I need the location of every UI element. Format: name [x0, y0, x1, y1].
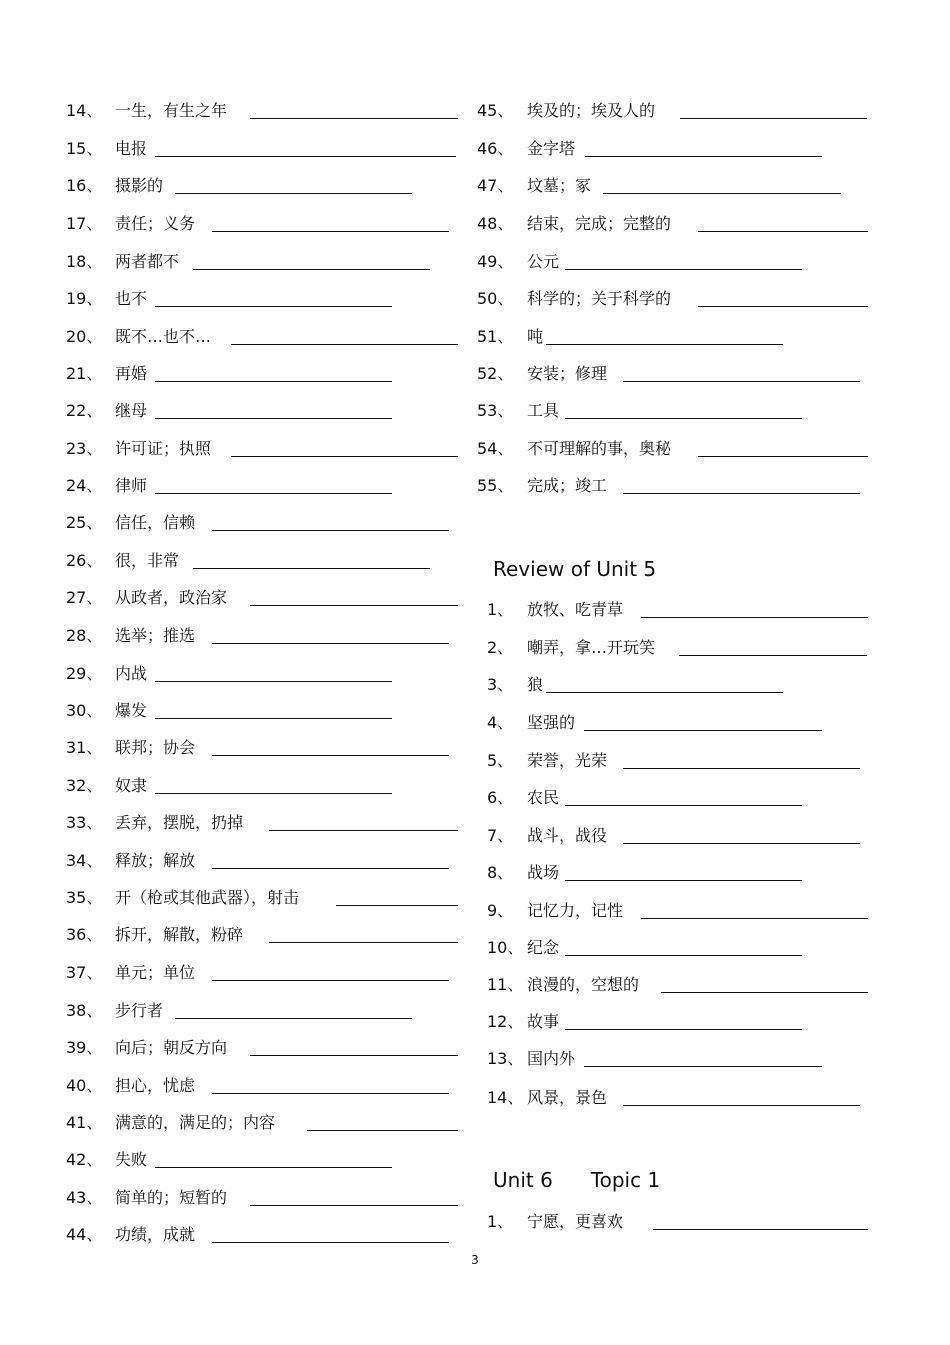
list-item [0, 774, 470, 798]
item-number: 35、 [66, 888, 103, 907]
list-item [0, 362, 470, 386]
item-term: 战场 [527, 863, 560, 882]
answer-blank[interactable] [231, 344, 458, 345]
answer-blank[interactable] [336, 905, 458, 906]
list-item [475, 1047, 950, 1071]
answer-blank[interactable] [565, 805, 802, 806]
answer-blank[interactable] [212, 868, 449, 869]
list-item [0, 923, 470, 947]
item-term: 既不…也不… [115, 327, 212, 346]
item-number: 54、 [477, 439, 514, 458]
list-item [0, 699, 470, 723]
item-number: 17、 [66, 214, 103, 233]
list-item [475, 936, 950, 960]
item-term: 开（枪或其他武器），射击 [115, 888, 300, 907]
list-item [0, 212, 470, 236]
item-number: 3、 [487, 675, 514, 694]
item-term: 放牧、吃青草 [527, 600, 624, 619]
item-number: 5、 [487, 751, 514, 770]
item-term: 信任，信赖 [115, 513, 196, 532]
answer-blank[interactable] [212, 1093, 449, 1094]
item-term: 摄影的 [115, 176, 164, 195]
item-number: 1、 [487, 600, 514, 619]
item-term: 埃及的；埃及人的 [527, 101, 656, 120]
item-term: 丢弃，摆脱，扔掉 [115, 813, 244, 832]
item-term: 工具 [527, 401, 560, 420]
answer-blank[interactable] [155, 306, 392, 307]
answer-blank[interactable] [565, 418, 802, 419]
item-term: 奴隶 [115, 776, 148, 795]
item-number: 22、 [66, 401, 103, 420]
item-number: 21、 [66, 364, 103, 383]
item-number: 10、 [487, 938, 524, 957]
list-item [475, 474, 950, 498]
item-term: 功绩，成就 [115, 1225, 196, 1244]
item-number: 52、 [477, 364, 514, 383]
answer-blank[interactable] [546, 344, 783, 345]
item-number: 4、 [487, 713, 514, 732]
item-term: 单元；单位 [115, 963, 196, 982]
answer-blank[interactable] [653, 1229, 868, 1230]
item-term: 担心，忧虑 [115, 1076, 196, 1095]
answer-blank[interactable] [623, 381, 860, 382]
item-term: 金字塔 [527, 139, 576, 158]
list-item [0, 474, 470, 498]
review-heading: Review of Unit 5 [493, 557, 657, 581]
item-number: 2、 [487, 638, 514, 657]
item-term: 纪念 [527, 938, 560, 957]
list-item [0, 99, 470, 123]
answer-blank[interactable] [155, 156, 456, 157]
unit6-topic-label: Topic 1 [590, 1168, 661, 1192]
item-number: 30、 [66, 701, 103, 720]
item-number: 51、 [477, 327, 514, 346]
answer-blank[interactable] [269, 942, 458, 943]
item-number: 27、 [66, 588, 103, 607]
list-item [0, 662, 470, 686]
answer-blank[interactable] [546, 692, 783, 693]
answer-blank[interactable] [231, 456, 458, 457]
answer-blank[interactable] [641, 918, 868, 919]
answer-blank[interactable] [155, 493, 392, 494]
list-item [0, 250, 470, 274]
item-term: 浪漫的，空想的 [527, 975, 640, 994]
item-number: 1、 [487, 1212, 514, 1231]
list-item [0, 287, 470, 311]
answer-blank[interactable] [212, 755, 449, 756]
unit6-heading [493, 1167, 660, 1193]
item-number: 34、 [66, 851, 103, 870]
list-item [0, 886, 470, 910]
answer-blank[interactable] [250, 118, 458, 119]
list-item [475, 673, 950, 697]
list-item [475, 749, 950, 773]
item-term: 责任；义务 [115, 214, 196, 233]
list-item [475, 711, 950, 735]
item-term: 坚强的 [527, 713, 576, 732]
list-item [475, 174, 950, 198]
answer-blank[interactable] [603, 193, 841, 194]
list-item [0, 399, 470, 423]
item-number: 6、 [487, 788, 514, 807]
list-item [475, 861, 950, 885]
answer-blank[interactable] [175, 1018, 412, 1019]
item-term: 向后；朝反方向 [115, 1038, 228, 1057]
item-number: 48、 [477, 214, 514, 233]
list-item [475, 824, 950, 848]
list-item [0, 849, 470, 873]
answer-blank[interactable] [175, 193, 412, 194]
item-term: 拆开，解散，粉碎 [115, 925, 244, 944]
item-number: 11、 [487, 975, 524, 994]
answer-blank[interactable] [680, 118, 867, 119]
list-item [475, 636, 950, 660]
list-item [0, 1186, 470, 1210]
answer-blank[interactable] [212, 231, 449, 232]
item-number: 33、 [66, 813, 103, 832]
item-number: 14、 [487, 1088, 524, 1107]
item-term: 安装；修理 [527, 364, 608, 383]
answer-blank[interactable] [193, 568, 430, 569]
item-number: 16、 [66, 176, 103, 195]
list-item [0, 511, 470, 535]
list-item [0, 174, 470, 198]
list-item [0, 549, 470, 573]
item-number: 14、 [66, 101, 103, 120]
answer-blank[interactable] [698, 306, 868, 307]
item-number: 37、 [66, 963, 103, 982]
item-number: 55、 [477, 476, 514, 495]
item-term: 故事 [527, 1012, 560, 1031]
answer-blank[interactable] [155, 381, 392, 382]
list-item [475, 287, 950, 311]
item-term: 完成；竣工 [527, 476, 608, 495]
list-item [0, 586, 470, 610]
answer-blank[interactable] [565, 1029, 802, 1030]
list-item [475, 399, 950, 423]
item-term: 内战 [115, 664, 148, 683]
item-term: 选举；推选 [115, 626, 196, 645]
list-item [0, 624, 470, 648]
answer-blank[interactable] [307, 1130, 458, 1131]
item-term: 结束，完成；完整的 [527, 214, 672, 233]
item-term: 一生，有生之年 [115, 101, 228, 120]
answer-blank[interactable] [584, 730, 822, 731]
answer-blank[interactable] [155, 793, 392, 794]
list-item [0, 961, 470, 985]
item-number: 42、 [66, 1150, 103, 1169]
list-item [475, 212, 950, 236]
item-number: 40、 [66, 1076, 103, 1095]
item-term: 风景，景色 [527, 1088, 608, 1107]
item-number: 50、 [477, 289, 514, 308]
answer-blank[interactable] [250, 605, 458, 606]
item-number: 49、 [477, 252, 514, 271]
item-number: 25、 [66, 513, 103, 532]
item-term: 荣誉，光荣 [527, 751, 608, 770]
item-term: 科学的；关于科学的 [527, 289, 672, 308]
item-term: 国内外 [527, 1049, 576, 1068]
answer-blank[interactable] [698, 231, 868, 232]
answer-blank[interactable] [623, 843, 860, 844]
answer-blank[interactable] [641, 617, 868, 618]
answer-blank[interactable] [565, 269, 802, 270]
item-number: 24、 [66, 476, 103, 495]
item-number: 43、 [66, 1188, 103, 1207]
list-item [475, 1086, 950, 1110]
answer-blank[interactable] [623, 1105, 860, 1106]
item-term: 失败 [115, 1150, 148, 1169]
answer-blank[interactable] [623, 493, 860, 494]
item-number: 15、 [66, 139, 103, 158]
answer-blank[interactable] [623, 768, 860, 769]
item-number: 44、 [66, 1225, 103, 1244]
item-number: 53、 [477, 401, 514, 420]
item-term: 爆发 [115, 701, 148, 720]
list-item [0, 1111, 470, 1135]
item-number: 26、 [66, 551, 103, 570]
item-term: 许可证；执照 [115, 439, 212, 458]
item-number: 45、 [477, 101, 514, 120]
list-item [475, 598, 950, 622]
item-term: 宁愿，更喜欢 [527, 1212, 624, 1231]
item-term: 从政者，政治家 [115, 588, 228, 607]
unit6-unit-label: Unit 6 [493, 1168, 553, 1192]
item-number: 38、 [66, 1001, 103, 1020]
item-number: 31、 [66, 738, 103, 757]
answer-blank[interactable] [565, 880, 802, 881]
item-term: 两者都不 [115, 252, 180, 271]
item-number: 19、 [66, 289, 103, 308]
item-number: 39、 [66, 1038, 103, 1057]
list-item [0, 736, 470, 760]
list-item [0, 1148, 470, 1172]
item-term: 也不 [115, 289, 148, 308]
list-item [0, 999, 470, 1023]
item-number: 13、 [487, 1049, 524, 1068]
list-item [475, 137, 950, 161]
list-item [0, 1036, 470, 1060]
list-item [0, 325, 470, 349]
answer-blank[interactable] [212, 530, 449, 531]
answer-blank[interactable] [250, 1205, 458, 1206]
answer-blank[interactable] [250, 1055, 458, 1056]
list-item [475, 1210, 950, 1234]
answer-blank[interactable] [155, 681, 392, 682]
answer-blank[interactable] [698, 456, 868, 457]
item-term: 联邦；协会 [115, 738, 196, 757]
item-number: 18、 [66, 252, 103, 271]
item-number: 32、 [66, 776, 103, 795]
list-item [475, 250, 950, 274]
list-item [475, 899, 950, 923]
item-term: 狼 [527, 675, 544, 694]
item-term: 战斗，战役 [527, 826, 608, 845]
list-item [0, 137, 470, 161]
list-item [475, 1010, 950, 1034]
answer-blank[interactable] [661, 992, 868, 993]
item-number: 20、 [66, 327, 103, 346]
answer-blank[interactable] [585, 156, 822, 157]
list-item [0, 811, 470, 835]
answer-blank[interactable] [193, 269, 430, 270]
list-item [0, 1074, 470, 1098]
answer-blank[interactable] [155, 718, 392, 719]
list-item [475, 973, 950, 997]
answer-blank[interactable] [212, 643, 449, 644]
answer-blank[interactable] [565, 955, 802, 956]
list-item [475, 437, 950, 461]
answer-blank[interactable] [212, 980, 449, 981]
item-term: 步行者 [115, 1001, 164, 1020]
item-number: 8、 [487, 863, 514, 882]
item-number: 47、 [477, 176, 514, 195]
item-number: 9、 [487, 901, 514, 920]
answer-blank[interactable] [679, 655, 867, 656]
answer-blank[interactable] [155, 1167, 392, 1168]
item-number: 36、 [66, 925, 103, 944]
item-number: 23、 [66, 439, 103, 458]
list-item [475, 325, 950, 349]
item-term: 简单的；短暂的 [115, 1188, 228, 1207]
item-term: 记忆力，记性 [527, 901, 624, 920]
answer-blank[interactable] [584, 1066, 822, 1067]
item-term: 释放；解放 [115, 851, 196, 870]
item-number: 46、 [477, 139, 514, 158]
answer-blank[interactable] [269, 830, 458, 831]
list-item [0, 1223, 470, 1247]
answer-blank[interactable] [212, 1242, 449, 1243]
item-number: 41、 [66, 1113, 103, 1132]
item-term: 再婚 [115, 364, 148, 383]
item-term: 很，非常 [115, 551, 180, 570]
item-term: 不可理解的事，奥秘 [527, 439, 672, 458]
list-item [0, 437, 470, 461]
item-term: 公元 [527, 252, 560, 271]
list-item [475, 99, 950, 123]
item-term: 农民 [527, 788, 560, 807]
page-number: 3 [471, 1253, 479, 1267]
item-term: 吨 [527, 327, 544, 346]
item-term: 坟墓；冢 [527, 176, 592, 195]
item-number: 7、 [487, 826, 514, 845]
list-item [475, 786, 950, 810]
item-number: 28、 [66, 626, 103, 645]
item-term: 律师 [115, 476, 148, 495]
item-number: 12、 [487, 1012, 524, 1031]
item-term: 电报 [115, 139, 148, 158]
item-term: 继母 [115, 401, 148, 420]
item-term: 嘲弄，拿…开玩笑 [527, 638, 656, 657]
item-term: 满意的，满足的；内容 [115, 1113, 276, 1132]
list-item [475, 362, 950, 386]
answer-blank[interactable] [155, 418, 392, 419]
item-number: 29、 [66, 664, 103, 683]
